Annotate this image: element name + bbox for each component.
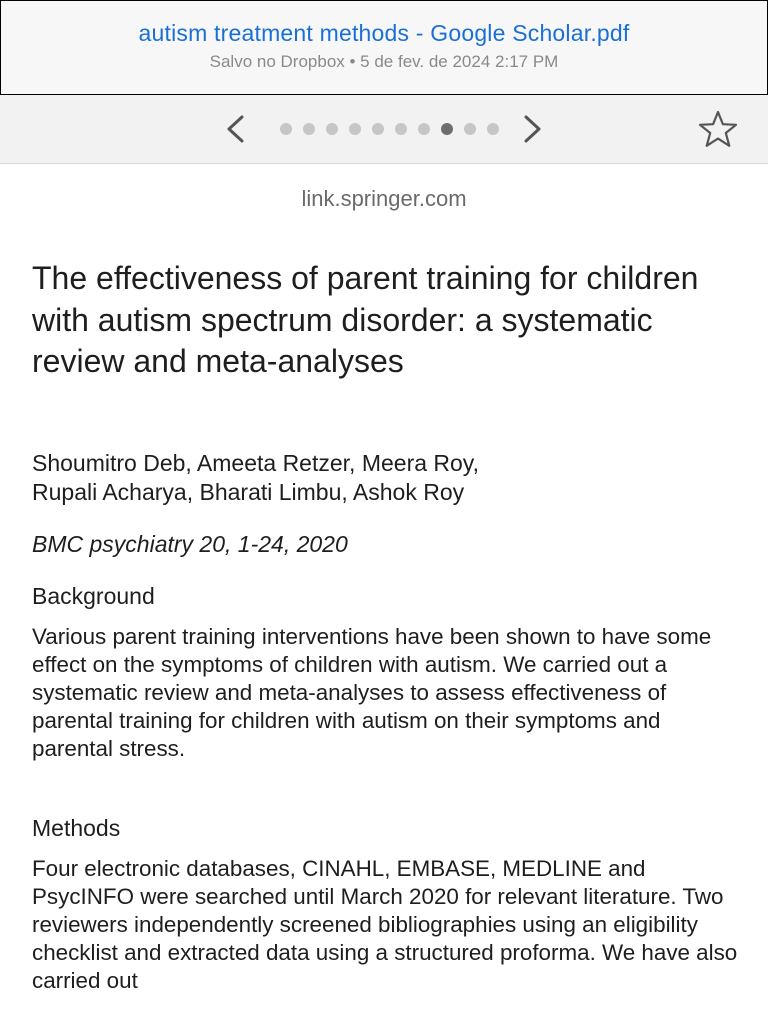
section-body-methods: Four electronic databases, CINAHL, EMBASE, MEDLINE and PsycINFO were searched until March 2020 for relevant literature. Two reviewers independently screened bibliographies using an eligibility checklist and extracted data using a structured proforma. We have also carried out <box>32 856 738 993</box>
file-header <box>0 0 768 95</box>
author-list <box>32 449 732 507</box>
section-heading-background: Background <box>32 583 155 609</box>
page-dot[interactable] <box>280 123 292 135</box>
page-dot-current[interactable] <box>441 123 453 135</box>
page-navigation-bar <box>0 95 768 164</box>
file-save-info: Salvo no Dropbox • 5 de fev. de 2024 2:17 PM <box>209 52 559 71</box>
page-dot[interactable] <box>303 123 315 135</box>
author-line: Rupali Acharya, Bharati Limbu, Ashok Roy <box>32 479 465 505</box>
star-outline-icon <box>698 110 738 148</box>
bookmark-button[interactable] <box>698 109 738 149</box>
chevron-left-icon <box>224 114 246 144</box>
page-indicator-dots <box>280 123 499 135</box>
page-dot[interactable] <box>464 123 476 135</box>
author-line: Shoumitro Deb, Ameeta Retzer, Meera Roy, <box>32 450 479 476</box>
previous-page-button[interactable] <box>215 109 255 149</box>
source-domain: link.springer.com <box>301 186 467 211</box>
section-heading-methods: Methods <box>32 815 121 841</box>
page-dot[interactable] <box>418 123 430 135</box>
chevron-right-icon <box>522 114 544 144</box>
next-page-button[interactable] <box>513 109 553 149</box>
page-dot[interactable] <box>372 123 384 135</box>
page-dot[interactable] <box>487 123 499 135</box>
page-dot[interactable] <box>395 123 407 135</box>
file-title[interactable]: autism treatment methods - Google Scholar.pdf <box>138 20 630 46</box>
section-body-background: Various parent training interventions have been shown to have some effect on the symptoms of children with autism. We carried out a systematic review and meta-analyses to assess effectiveness of parental training for children with autism on their symptoms and parental stress. <box>32 624 712 761</box>
page-dot[interactable] <box>349 123 361 135</box>
journal-citation: BMC psychiatry 20, 1-24, 2020 <box>32 531 348 557</box>
paper-title: The effectiveness of parent training for children with autism spectrum disorder: a systematic review and meta-analyses <box>32 260 699 379</box>
page-dot[interactable] <box>326 123 338 135</box>
